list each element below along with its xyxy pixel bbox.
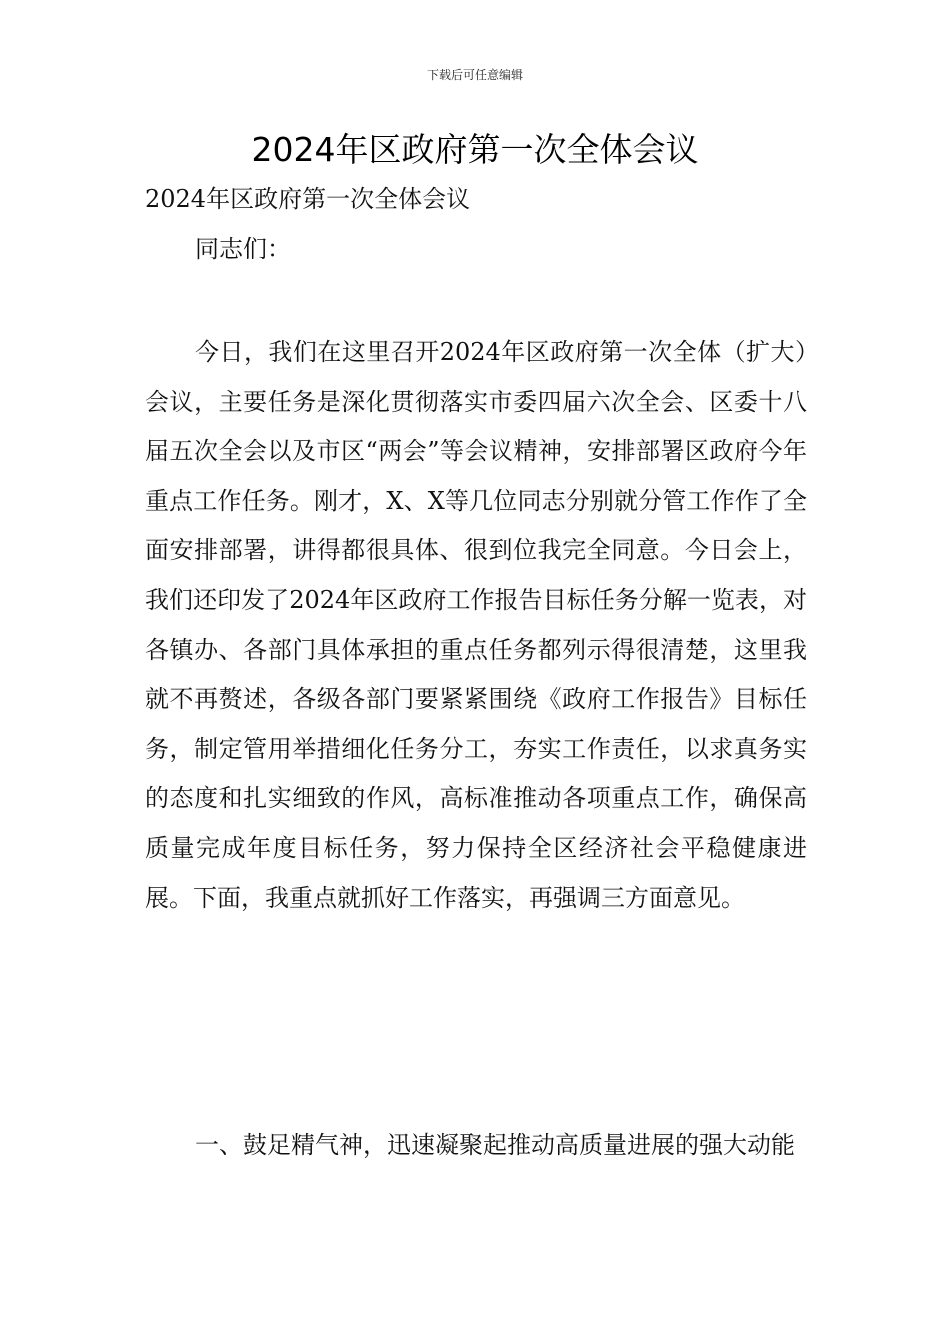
- section-heading-1: 一、鼓足精气神，迅速凝聚起推动高质量进展的强大动能: [195, 1131, 795, 1159]
- document-subtitle: 2024年区政府第一次全体会议: [145, 185, 471, 213]
- header-note: 下载后可任意编辑: [426, 68, 523, 82]
- document-title: 2024年区政府第一次全体会议: [251, 130, 699, 169]
- salutation: 同志们：: [195, 235, 291, 263]
- intro-paragraph: 今日，我们在这里召开2024年区政府第一次全体（扩大）会议，主要任务是深化贯彻落实市委四届六次全会、区委十八届五次全会以及市区“两会”等会议精神，安排部署区政府今年重点工作任务。刚才，X、X等几位同志分别就分管工作作了全面安排部署，讲得都很具体、很到位我完全同意。今日会上，我们还印发了2024年区政府工作报告目标任务分解一览表，对各镇办、各部门具体承担的重点任务都列示得很清楚，这里我就不再赘述，各级各部门要紧紧围绕《政府工作报告》目标任务，制定管用举措细化任务分工，夯实工作责任，以求真务实的态度和扎实细致的作风，高标准推动各项重点工作，确保高质量完成年度目标任务，努力保持全区经济社会平稳健康进展。下面，我重点就抓好工作落实，再强调三方面意见。: [145, 338, 807, 912]
